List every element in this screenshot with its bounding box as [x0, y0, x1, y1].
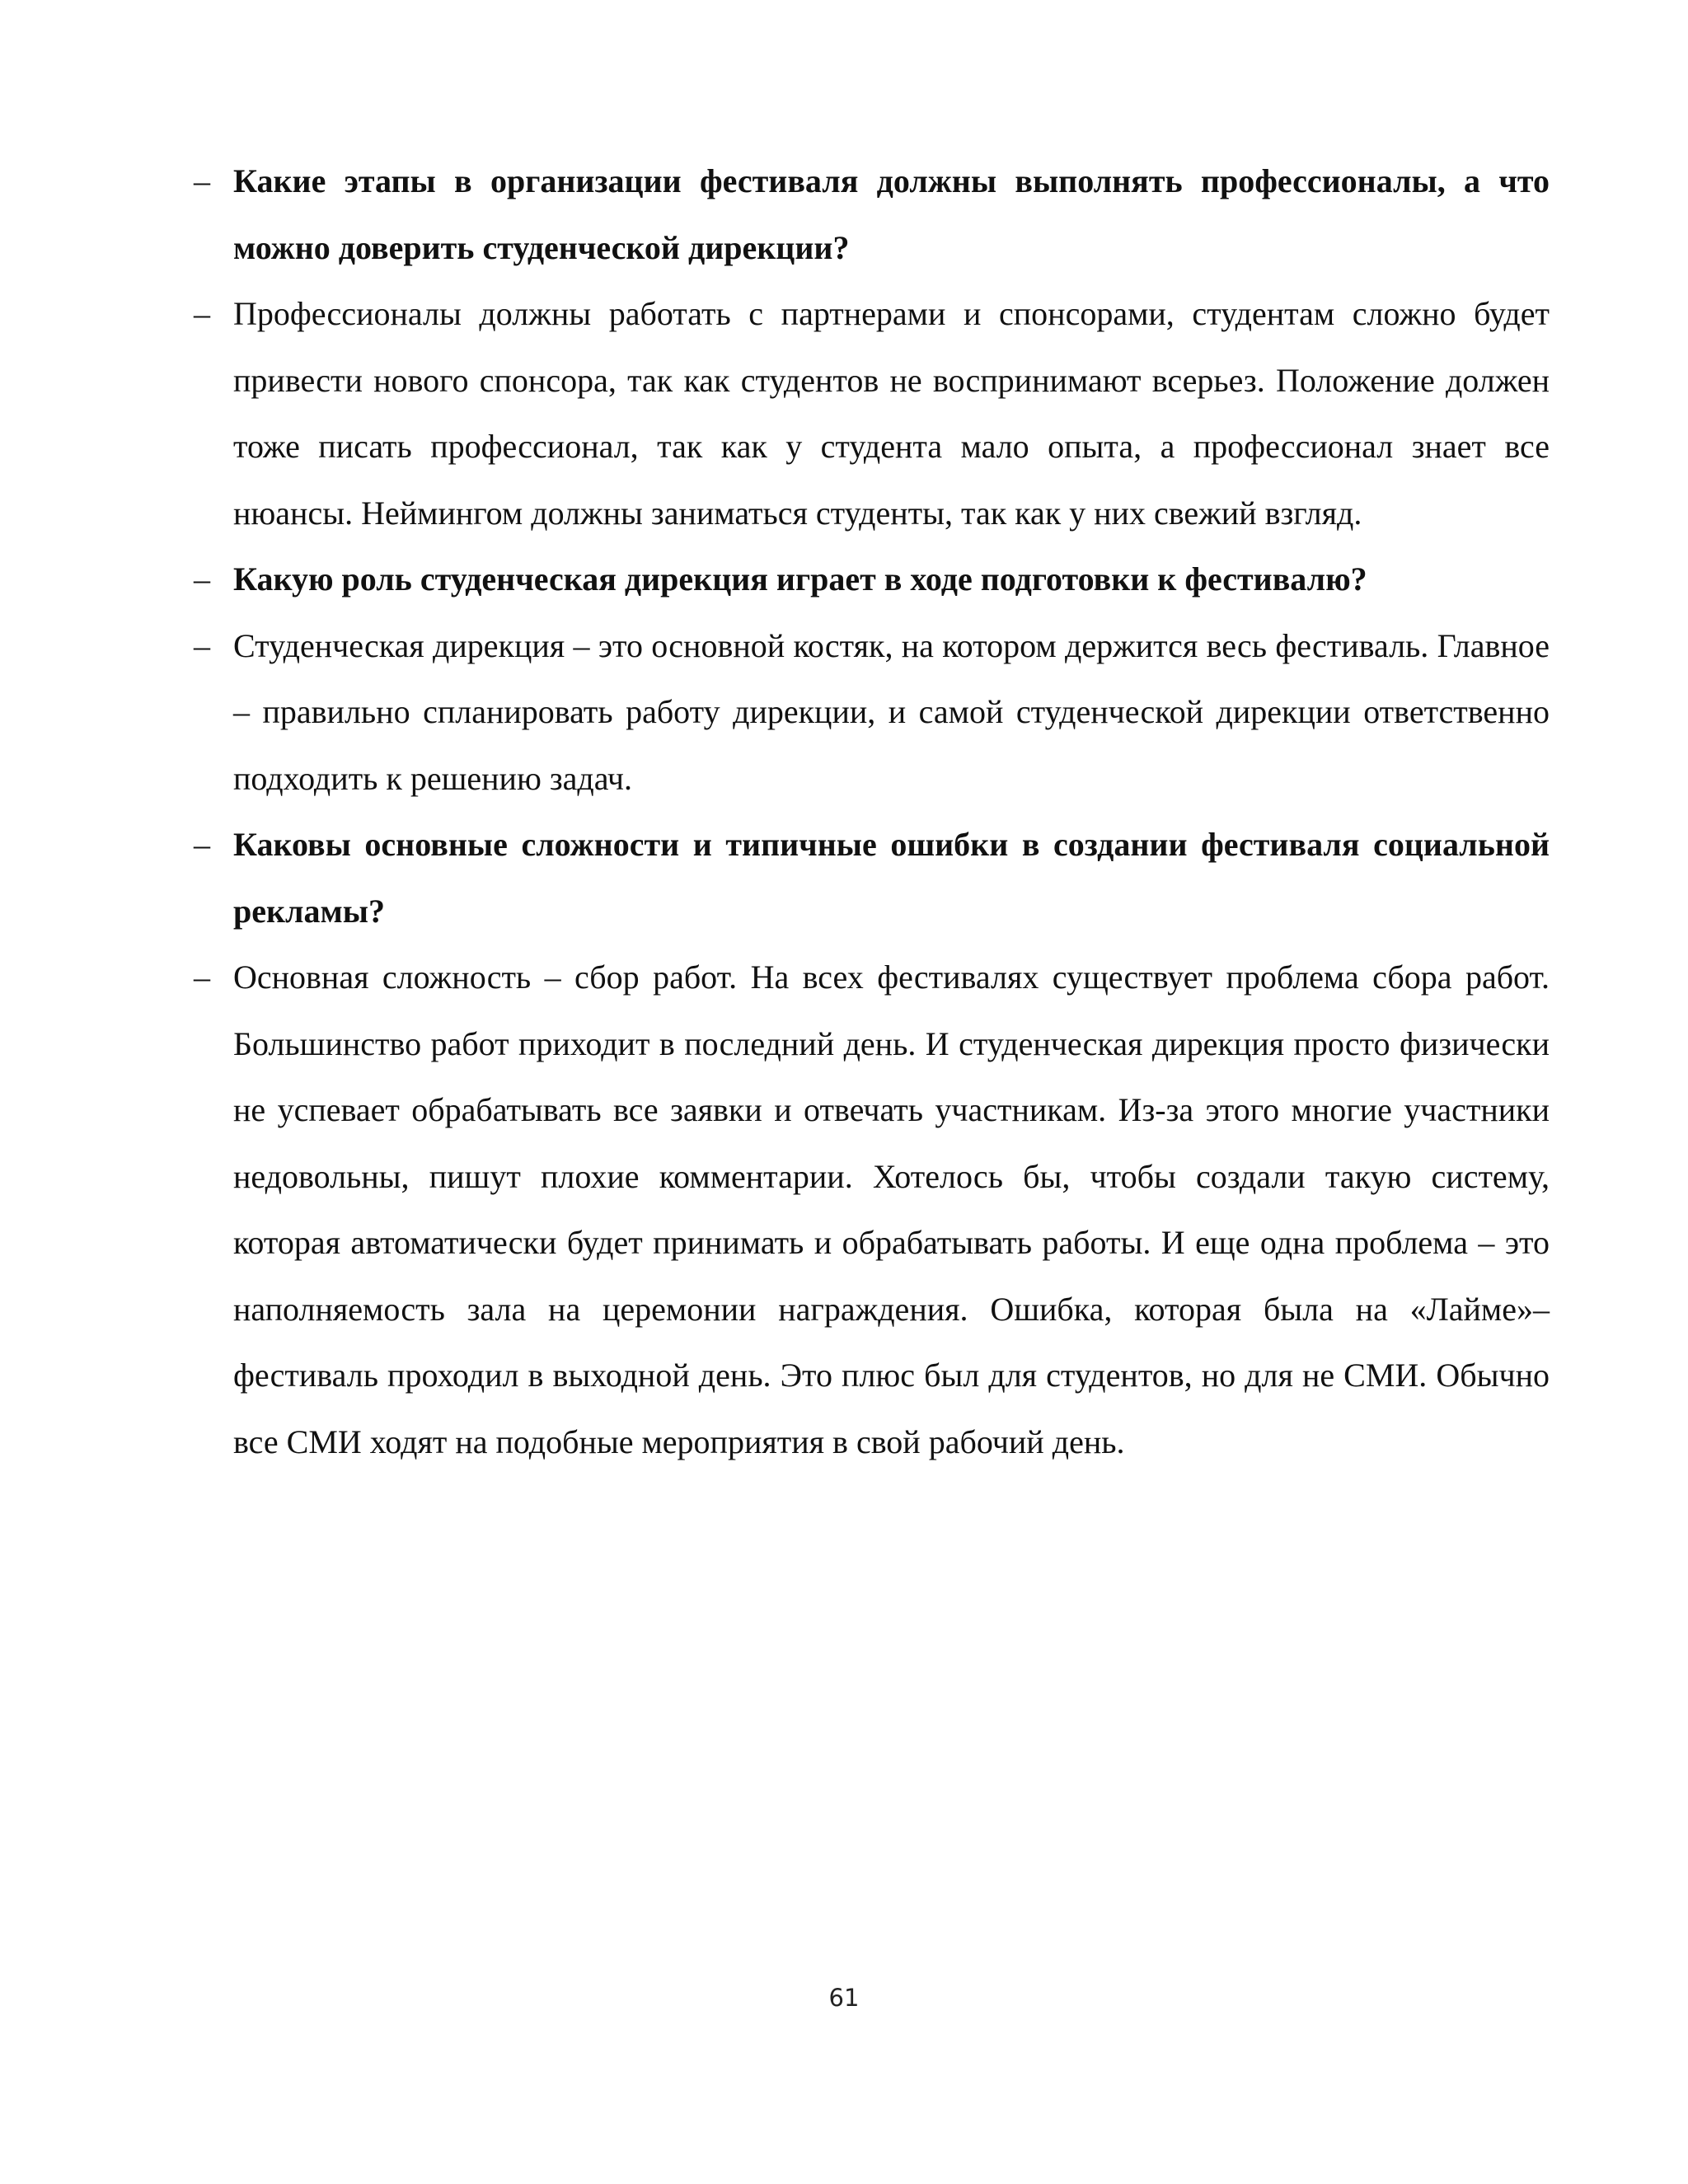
question-text: Какую роль студенческая дирекция играет в ходе подготовки к фестивалю?: [233, 560, 1367, 598]
interview-text: [194, 148, 1550, 1475]
question-2: [194, 546, 1550, 613]
question-text: Каковы основные сложности и типичные ошибки в создании фестиваля социальной рекламы?: [233, 826, 1550, 930]
answer-text: Студенческая дирекция – это основной костяк, на котором держится весь фестиваль. Главное – правильно спланировать работу дирекции, и самой студенческой дирекции ответственно подходить к решению задач.: [233, 626, 1550, 797]
page-number: 61: [828, 1984, 860, 2012]
list-dash: –: [194, 626, 210, 664]
list-dash: –: [194, 958, 210, 996]
question-3: [194, 812, 1550, 944]
list-dash: –: [194, 826, 210, 863]
answer-2: [194, 613, 1550, 813]
answer-text: Профессионалы должны работать с партнерами и спонсорами, студентам сложно будет привести нового спонсора, так как студентов не воспринимают всерьез. Положение должен тоже писать профессионал, так как у студента мало опыта, а профессионал знает все нюансы. Неймингом должны заниматься студенты, так как у них свежий взгляд.: [233, 295, 1550, 532]
list-dash: –: [194, 162, 210, 199]
question-text: Какие этапы в организации фестиваля должны выполнять профессионалы, а что можно доверить студенческой дирекции?: [233, 162, 1550, 266]
answer-text: Основная сложность – сбор работ. На всех фестивалях существует проблема сбора работ. Большинство работ приходит в последний день. И студенческая дирекция просто физически не успевает обрабатывать все заявки и отвечать участникам. Из-за этого многие участники недовольны, пишут плохие комментарии. Хотелось бы, чтобы создали такую систему, которая автоматически будет принимать и обрабатывать работы. И еще одна проблема – это наполняемость зала на церемонии награждения. Ошибка, которая была на «Лайме»– фестиваль проходил в выходной день. Это плюс был для студентов, но для не СМИ. Обычно все СМИ ходят на подобные мероприятия в свой рабочий день.: [233, 958, 1550, 1460]
list-dash: –: [194, 295, 210, 332]
question-1: [194, 148, 1550, 281]
answer-3: [194, 944, 1550, 1475]
list-dash: –: [194, 560, 210, 598]
answer-1: [194, 281, 1550, 546]
